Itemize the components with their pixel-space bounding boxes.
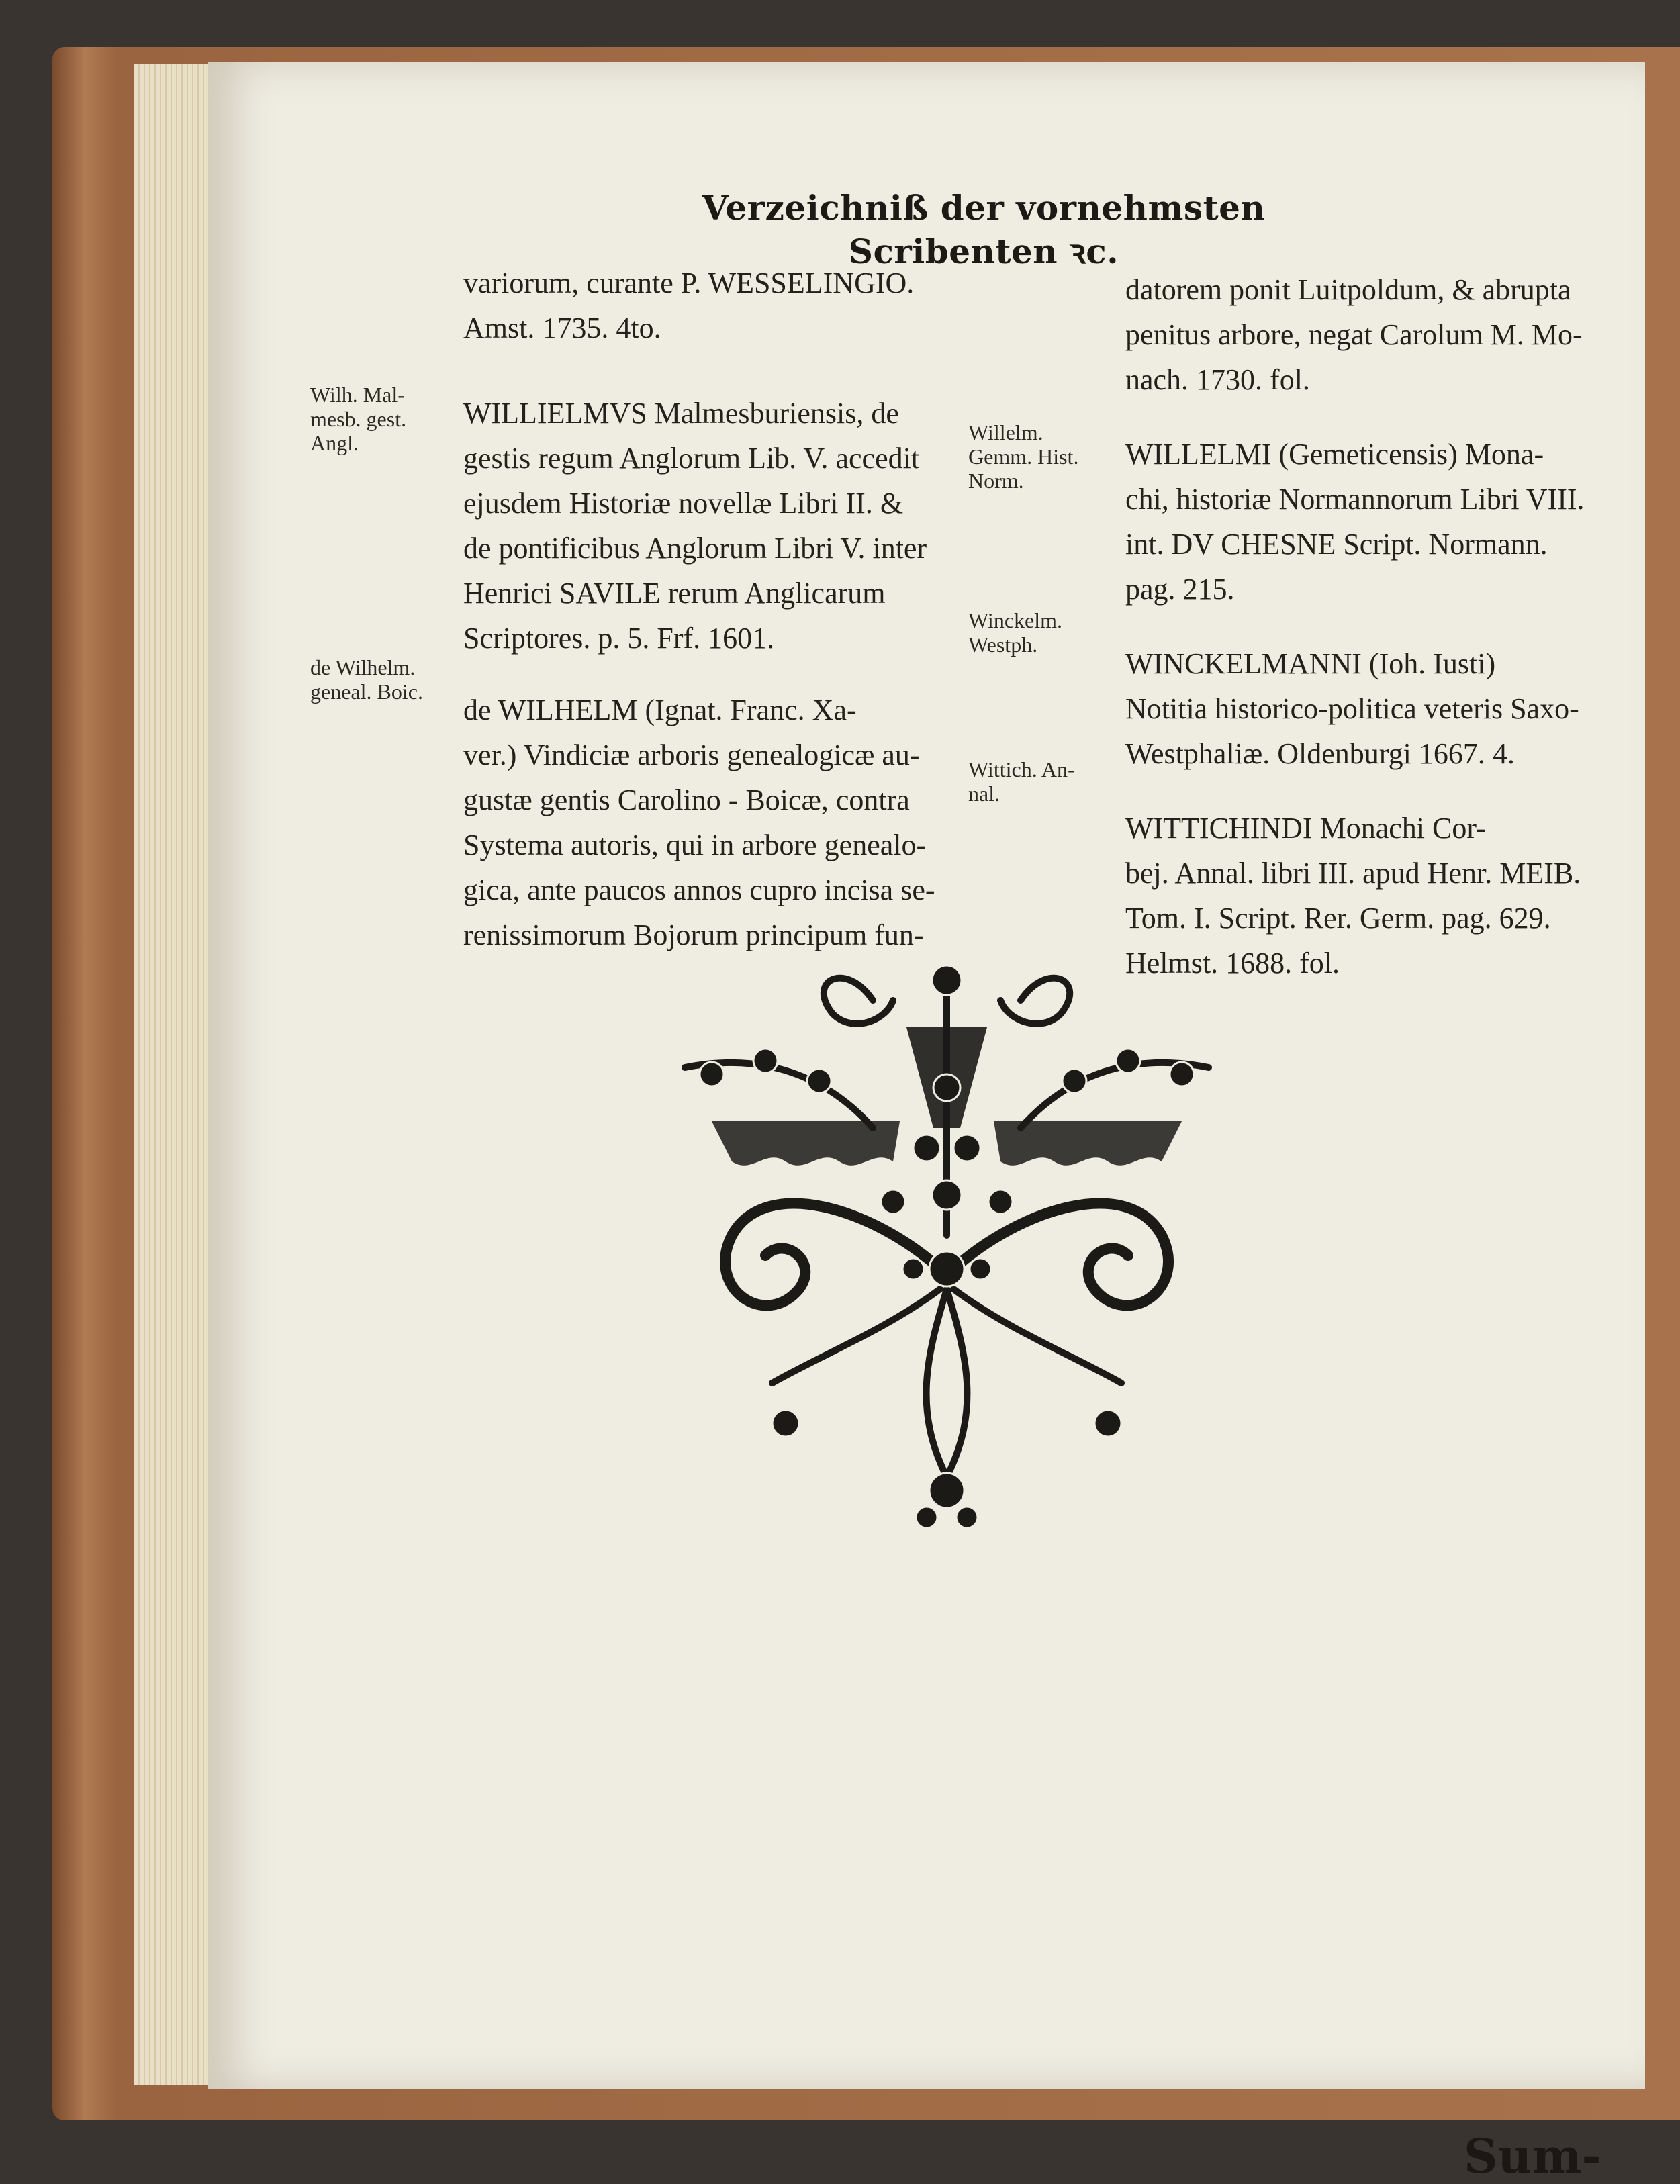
text-line: Notitia historico-politica veteris Saxo-	[1125, 692, 1579, 725]
margin-note-winckelmann: Winckelm. Westph.	[968, 608, 1062, 657]
text-line: Helmst. 1688. fol.	[1125, 947, 1340, 980]
entry-wesselingius	[463, 260, 960, 350]
text-line: datorem ponit Luitpoldum, & abrupta	[1125, 273, 1571, 306]
entry-continuation	[1125, 267, 1636, 402]
text-line: gestis regum Anglorum Lib. V. accedit	[463, 442, 920, 475]
left-text-column	[463, 260, 960, 991]
entry-gemeticensis	[1125, 432, 1636, 612]
margin-note-wilhelm: de Wilhelm. geneal. Boic.	[310, 655, 423, 704]
text-line: int. DV CHESNE Script. Normann.	[1125, 528, 1548, 561]
entry-malmesbury	[463, 391, 960, 661]
text-line: Westphaliæ. Oldenburgi 1667. 4.	[1125, 737, 1515, 770]
text-line: gica, ante paucos annos cupro incisa se-	[463, 873, 935, 906]
page-edges	[134, 64, 215, 2085]
catchword: Sum-	[1464, 2128, 1601, 2184]
text-line: Scriptores. p. 5. Frf. 1601.	[463, 622, 775, 655]
text-line: de pontificibus Anglorum Libri V. inter	[463, 532, 927, 565]
margin-note-wittichind: Wittich. An- nal.	[968, 757, 1075, 806]
entry-wilhelm	[463, 687, 960, 957]
text-line: Systema autoris, qui in arbore genealo-	[463, 828, 927, 861]
text-line: WILLIELMVS Malmesburiensis, de	[463, 397, 899, 430]
text-line: ejusdem Historiæ novellæ Libri II. &	[463, 487, 904, 520]
text-line: de WILHELM (Ignat. Franc. Xa-	[463, 694, 857, 726]
running-head: Verzeichniß der vornehmsten Scribenten ꝛc.	[702, 188, 1266, 271]
entry-winckelmann	[1125, 641, 1636, 776]
text-line: ver.) Vindiciæ arboris genealogicæ au-	[463, 739, 920, 771]
text-line: renissimorum Bojorum principum fun-	[463, 918, 924, 951]
text-line: Tom. I. Script. Rer. Germ. pag. 629.	[1125, 902, 1551, 935]
text-line: WILLELMI (Gemeticensis) Mona-	[1125, 438, 1544, 471]
margin-note-malmesbury: Wilh. Mal- mesb. gest. Angl.	[310, 383, 407, 455]
text-line: chi, historiæ Normannorum Libri VIII.	[1125, 483, 1585, 516]
text-line: pag. 215.	[1125, 573, 1235, 606]
floral-tailpiece-ornament	[671, 953, 1222, 1544]
text-line: penitus arbore, negat Carolum M. Mo-	[1125, 318, 1583, 351]
text-line: Henrici SAVILE rerum Anglicarum	[463, 577, 886, 610]
text-line: gustæ gentis Carolino - Boicæ, contra	[463, 784, 910, 816]
text-line: nach. 1730. fol.	[1125, 363, 1310, 396]
text-line: variorum, curante P. WESSELINGIO.	[463, 267, 915, 299]
text-line: Amst. 1735. 4to.	[463, 312, 661, 344]
margin-note-gemeticensis: Willelm. Gemm. Hist. Norm.	[968, 420, 1079, 493]
text-line: WITTICHINDI Monachi Cor-	[1125, 812, 1486, 845]
text-line: WINCKELMANNI (Ioh. Iusti)	[1125, 647, 1496, 680]
text-line: bej. Annal. libri III. apud Henr. MEIB.	[1125, 857, 1581, 890]
right-text-column	[1125, 267, 1636, 1019]
